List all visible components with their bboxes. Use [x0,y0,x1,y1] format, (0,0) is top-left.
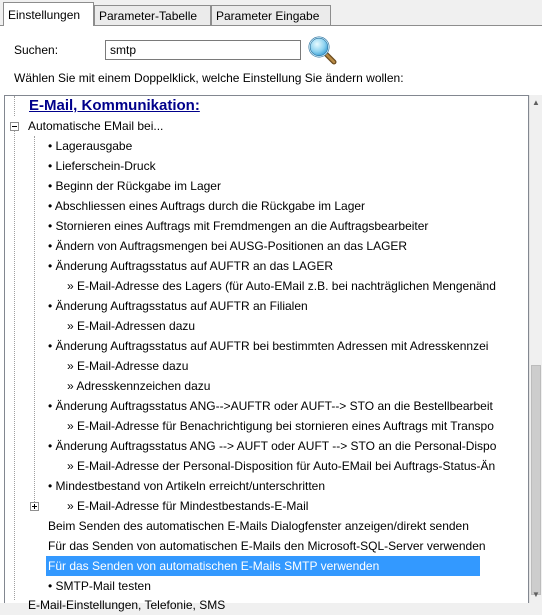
tab-strip [0,0,542,26]
tree-item[interactable]: » E-Mail-Adresse des Lagers (für Auto-EMail z.B. bei nachträglichen Mengenänd [67,279,496,293]
tree-item[interactable]: • Stornieren eines Auftrags mit Fremdmengen an die Auftragsbearbeiter [48,219,429,233]
search-button[interactable] [306,35,338,65]
tree-item[interactable]: • Lagerausgabe [48,139,133,153]
tree-item[interactable]: • Änderung Auftragsstatus ANG-->AUFTR oder AUFT--> STO an die Bestellbearbeit [48,399,493,413]
tree-category-header[interactable]: E-Mail, Kommunikation: [29,97,200,114]
tree-item[interactable]: • Änderung Auftragsstatus auf AUFTR an Filialen [48,299,308,313]
tree-item[interactable]: Beim Senden des automatischen E-Mails Dialogfenster anzeigen/direkt senden [48,519,469,533]
tab-parameter-tabelle[interactable]: Parameter-Tabelle [94,5,211,25]
tree-line [34,136,35,506]
tree-item-selected[interactable]: Für das Senden von automatischen E-Mails SMTP verwenden [46,556,480,576]
tree-item[interactable]: » E-Mail-Adresse für Mindestbestands-E-Mail [67,499,309,513]
tree-item[interactable]: • Ändern von Auftragsmengen bei AUSG-Positionen an das LAGER [48,239,408,253]
tree-item[interactable]: E-Mail-Einstellungen, Telefonie, SMS [28,598,226,612]
tree-item[interactable]: • Änderung Auftragsstatus ANG --> AUFT oder AUFT --> STO an die Personal-Dispo [48,439,497,453]
tab-einstellungen[interactable]: Einstellungen [3,2,94,26]
tree-item[interactable]: • Mindestbestand von Artikeln erreicht/unterschritten [48,479,326,493]
search-label: Suchen: [14,43,59,57]
tree-item[interactable]: » E-Mail-Adressen dazu [67,319,196,333]
tree-item[interactable]: • Lieferschein-Druck [48,159,156,173]
settings-tree [4,95,529,612]
tree-item[interactable]: • Änderung Auftragsstatus auf AUFTR bei bestimmten Adressen mit Adresskennzei [48,339,489,353]
collapse-toggle[interactable] [10,122,19,131]
scroll-down-arrow-icon[interactable]: ▼ [532,590,540,599]
tree-item[interactable]: • Änderung Auftragsstatus auf AUFTR an das LAGER [48,259,334,273]
tree-item[interactable]: • Beginn der Rückgabe im Lager [48,179,221,193]
tree-line [14,130,15,600]
tree-item[interactable]: • SMTP-Mail testen [48,579,151,593]
scroll-up-arrow-icon[interactable]: ▲ [532,98,540,107]
instruction-text: Wählen Sie mit einem Doppelklick, welche Einstellung Sie ändern wollen: [14,71,404,85]
tree-item[interactable]: » E-Mail-Adresse dazu [67,359,189,373]
scroll-thumb[interactable] [531,365,541,595]
tab-parameter-eingabe[interactable]: Parameter Eingabe [211,5,331,25]
vertical-scrollbar[interactable] [529,95,542,603]
tree-item[interactable]: • Abschliessen eines Auftrags durch die Rückgabe im Lager [48,199,366,213]
search-input[interactable] [105,40,301,60]
tree-item[interactable]: » Adresskennzeichen dazu [67,379,211,393]
tree-item[interactable]: » E-Mail-Adresse der Personal-Disposition für Auto-EMail bei Auftrags-Status-Än [67,459,496,473]
tree-line [14,96,15,116]
tree-group-automatic-email[interactable]: Automatische EMail bei... [28,119,164,133]
tree-item[interactable]: » E-Mail-Adresse für Benachrichtigung bei stornieren eines Auftrags mit Transpo [67,419,494,433]
tree-item[interactable]: Für das Senden von automatischen E-Mails den Microsoft-SQL-Server verwenden [48,539,486,553]
expand-toggle[interactable] [30,502,39,511]
magnifier-icon [306,35,338,65]
